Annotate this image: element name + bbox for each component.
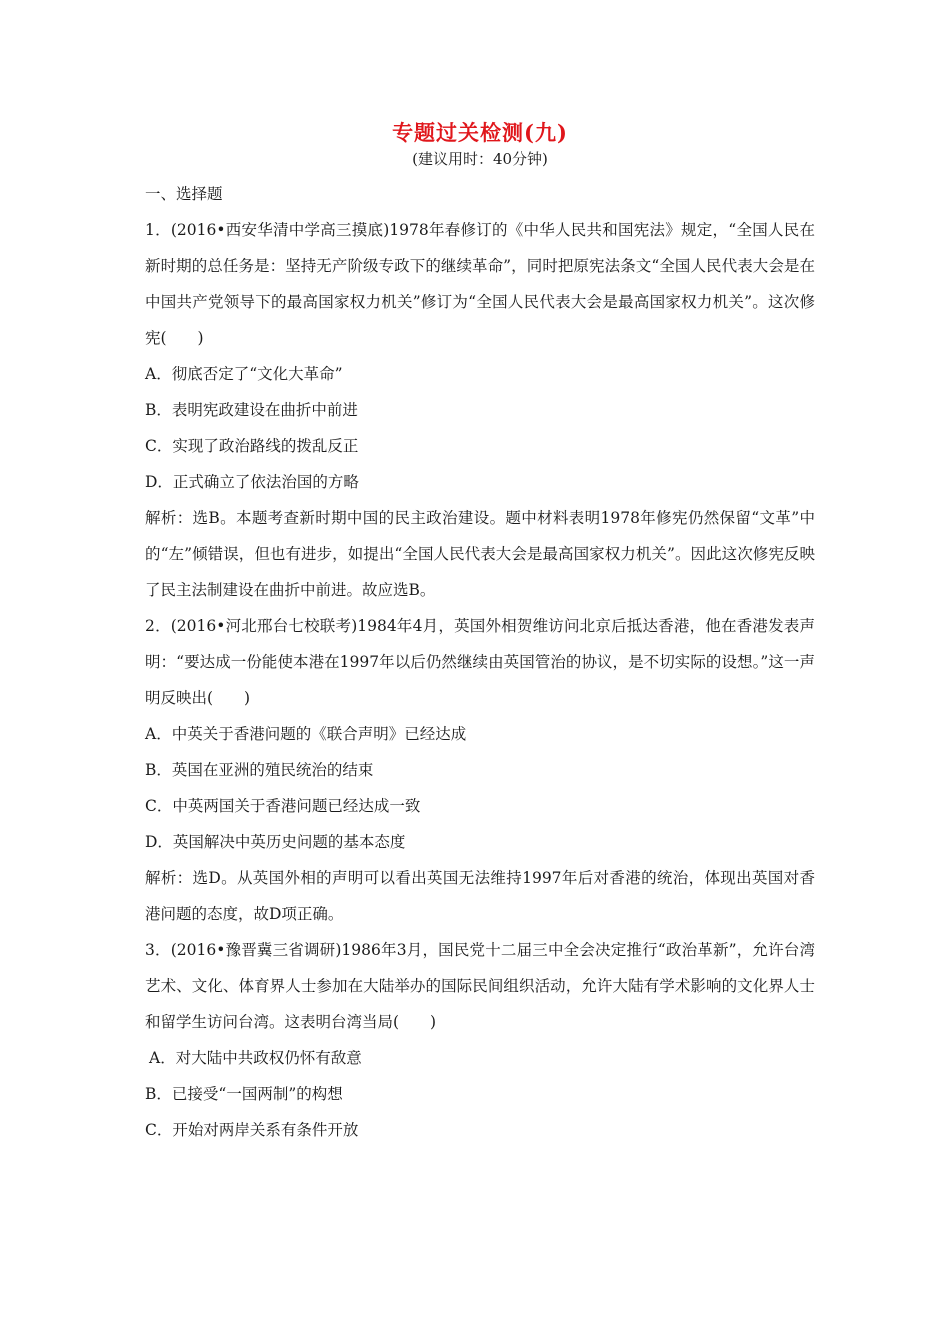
document-title: 专题过关检测(九) <box>392 120 568 145</box>
option-c: C．开始对两岸关系有条件开放 <box>145 1121 359 1139</box>
option-d: D．英国解决中英历史问题的基本态度 <box>145 833 406 851</box>
option-b: B．表明宪政建设在曲折中前进 <box>145 401 358 419</box>
document-page <box>145 118 815 1148</box>
option-d: D．正式确立了依法治国的方略 <box>145 473 359 491</box>
document-subtitle: (建议用时：40分钟) <box>412 150 548 168</box>
option-b: B．已接受“一国两制”的构想 <box>145 1085 343 1103</box>
question-analysis: 解析：选B。本题考查新时期中国的民主政治建设。题中材料表明1978年修宪仍然保留“文革”中的“左”倾错误，但也有进步，如提出“全国人民代表大会是最高国家权力机关”。因此这次修宪反映了民主法制建设在曲折中前进。故应选B。 <box>145 509 815 599</box>
option-a: A．对大陆中共政权仍怀有敌意 <box>149 1049 362 1067</box>
option-b: B．英国在亚洲的殖民统治的结束 <box>145 761 374 779</box>
option-a: A．中英关于香港问题的《联合声明》已经达成 <box>145 725 467 743</box>
question-3 <box>145 932 815 1148</box>
question-stem: 1．(2016•西安华清中学高三摸底)1978年春修订的《中华人民共和国宪法》规定，“全国人民在新时期的总任务是：坚持无产阶级专政下的继续革命”，同时把原宪法条文“全国人民代表大会是在中国共产党领导下的最高国家权力机关”修订为“全国人民代表大会是最高国家权力机关”。这次修宪( ) <box>145 221 815 347</box>
option-c: C．中英两国关于香港问题已经达成一致 <box>145 797 421 815</box>
question-1 <box>145 212 815 608</box>
question-2 <box>145 608 815 932</box>
question-analysis: 解析：选D。从英国外相的声明可以看出英国无法维持1997年后对香港的统治，体现出英国对香港问题的态度，故D项正确。 <box>145 869 815 923</box>
option-a: A．彻底否定了“文化大革命” <box>145 365 343 383</box>
question-stem: 2．(2016•河北邢台七校联考)1984年4月，英国外相贺维访问北京后抵达香港，他在香港发表声明：“要达成一份能使本港在1997年以后仍然继续由英国管治的协议，是不切实际的设想。”这一声明反映出( ) <box>145 617 815 707</box>
question-stem: 3．(2016•豫晋冀三省调研)1986年3月，国民党十二届三中全会决定推行“政治革新”，允许台湾艺术、文化、体育界人士参加在大陆举办的国际民间组织活动，允许大陆有学术影响的文化界人士和留学生访问台湾。这表明台湾当局( ) <box>145 941 815 1031</box>
section-heading: 一、选择题 <box>145 185 223 203</box>
option-c: C．实现了政治路线的拨乱反正 <box>145 437 359 455</box>
